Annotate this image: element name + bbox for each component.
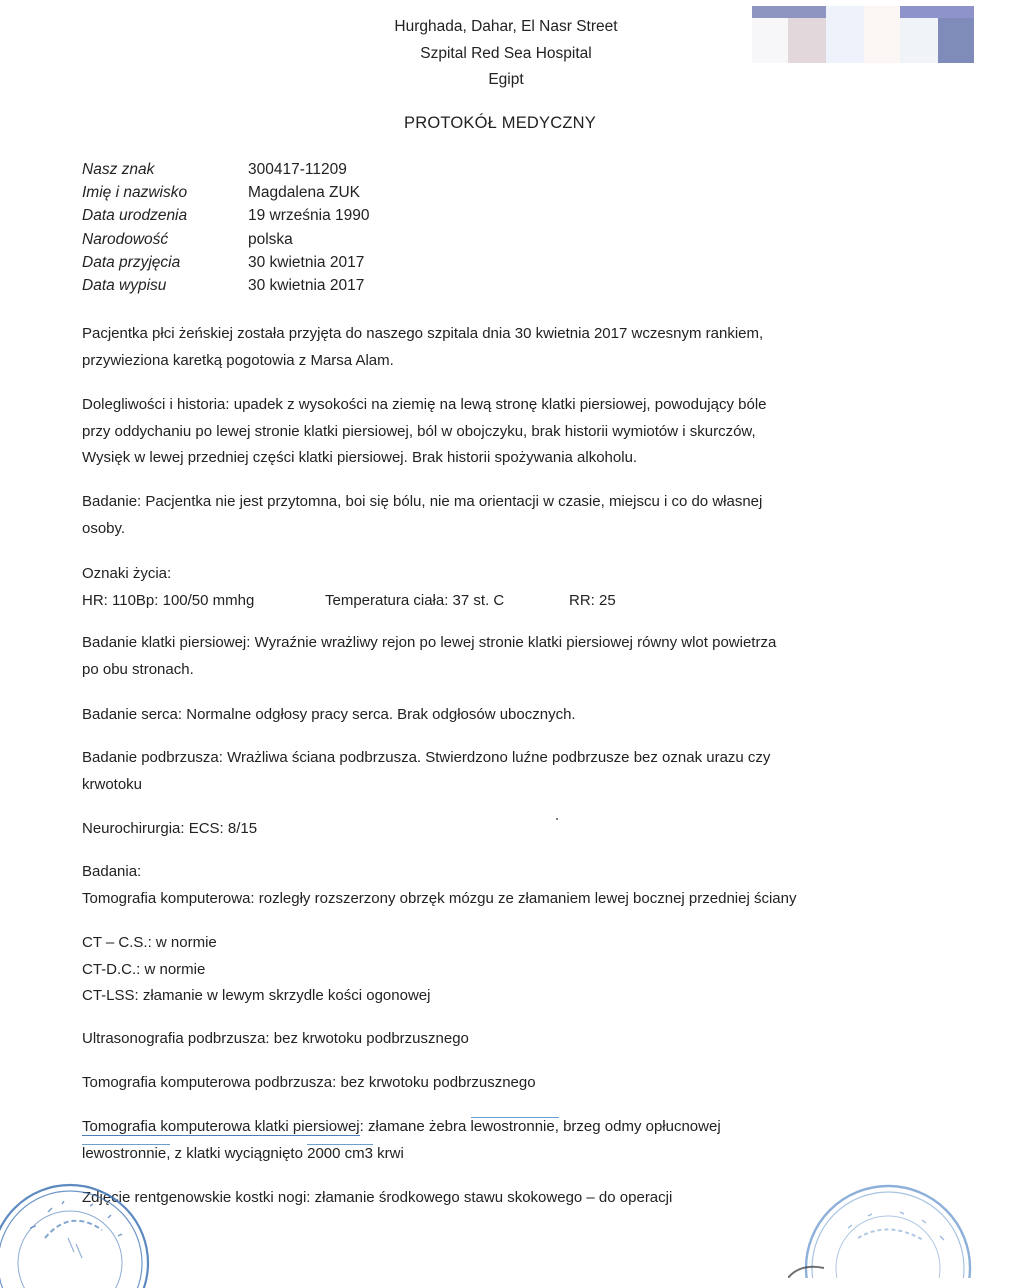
info-label: Nasz znak: [82, 161, 155, 178]
text-line: przywieziona karetką pogotowia z Marsa Alam.: [82, 351, 394, 369]
text-span: : złamane żebra: [359, 1118, 471, 1135]
vitals-section: [82, 561, 902, 614]
text-span: brzeg odmy opłucnowej: [558, 1118, 721, 1135]
admission-paragraph: [82, 321, 902, 374]
info-value: Magdalena ZUK: [248, 184, 361, 202]
test-xray: Zdjęcie rentgenowskie kostki nogi: złamanie środkowego stawu skokowego – do operacji: [82, 1189, 673, 1206]
marked-text: lewostronnie,: [82, 1144, 171, 1162]
text-line: Badanie: Pacjentka nie jest przytomna, boi się bólu, nie ma orientacji w czasie, miejscu i co do własnej: [82, 493, 763, 510]
info-row-name: [82, 181, 370, 204]
vital-rr: RR: 25: [569, 591, 616, 609]
test-ct-lss: CT-LSS: złamanie w lewym skrzydle kości ogonowej: [82, 987, 431, 1004]
underlined-text: Tomografia komputerowa klatki piersiowej: [82, 1118, 360, 1135]
text-line: Pacjentka płci żeńskiej została przyjęta do naszego szpitala dnia 30 kwietnia 2017 wczesnym rankiem,: [82, 325, 764, 342]
info-row-birthdate: [82, 204, 370, 227]
marked-text: 2000 cm3: [307, 1144, 373, 1162]
document-header: [0, 14, 1024, 94]
vitals-heading: Oznaki życia:: [82, 565, 172, 582]
tests-heading: Badania:: [82, 863, 142, 880]
info-value: 30 kwietnia 2017: [248, 253, 365, 271]
info-label: Narodowość: [82, 230, 169, 248]
text-line: po obu stronach.: [82, 660, 194, 678]
text-line: Wysięk w lewej przedniej części klatki piersiowej. Brak historii spożywania alkoholu.: [82, 449, 638, 466]
info-row-discharge-date: [82, 274, 370, 297]
info-value: 300417-11209: [248, 161, 347, 178]
hospital-country: Egipt: [488, 71, 524, 88]
abdomen-exam-paragraph: [82, 745, 902, 798]
test-ct-chest: [82, 1114, 942, 1167]
neuro-paragraph: Neurochirurgia: ECS: 8/15: [82, 820, 258, 837]
history-paragraph: [82, 392, 902, 472]
examination-paragraph: [82, 489, 902, 542]
info-row-admission-date: [82, 251, 370, 274]
vitals-row: [82, 588, 902, 615]
text-line: krwotoku: [82, 775, 143, 793]
vital-hr-bp: HR: 110Bp: 100/50 mmhg: [82, 591, 255, 609]
info-label: Imię i nazwisko: [82, 184, 188, 202]
text-span: krwi: [373, 1144, 404, 1162]
patient-info-table: [82, 158, 370, 297]
document-title: PROTOKÓŁ MEDYCZNY: [404, 114, 596, 132]
text-line: [82, 1141, 942, 1168]
heart-exam-paragraph: Badanie serca: Normalne odgłosy pracy serca. Brak odgłosów ubocznych.: [82, 706, 576, 723]
text-line: osoby.: [82, 519, 126, 537]
test-ct-abdomen: Tomografia komputerowa podbrzusza: bez krwotoku podbrzusznego: [82, 1074, 536, 1091]
text-line: Dolegliwości i historia: upadek z wysokości na ziemię na lewą stronę klatki piersiowej, powodujący bóle: [82, 396, 767, 413]
test-usg: Ultrasonografia podbrzusza: bez krwotoku podbrzusznego: [82, 1030, 469, 1047]
text-span: z klatki wyciągnięto: [170, 1144, 308, 1162]
test-ct-head: Tomografia komputerowa: rozległy rozszerzony obrzęk mózgu ze złamaniem lewej bocznej przedniej ściany: [82, 889, 797, 907]
text-line: Badanie klatki piersiowej: Wyraźnie wrażliwy rejon po lewej stronie klatki piersiowej równy wlot powietrza: [82, 634, 777, 651]
info-value: 19 września 1990: [248, 207, 370, 225]
tests-section: [82, 859, 922, 912]
info-row-reference: [82, 158, 370, 181]
info-value: 30 kwietnia 2017: [248, 277, 365, 295]
test-ct-cs: CT – C.S.: w normie: [82, 934, 217, 951]
info-value: polska: [248, 230, 293, 248]
text-line: [82, 1114, 942, 1141]
text-line: przy oddychaniu po lewej stronie klatki piersiowej, ból w obojczyku, brak historii wymiotów i skurczów,: [82, 422, 756, 440]
ct-results: [82, 930, 902, 1010]
info-label: Data urodzenia: [82, 207, 188, 225]
official-stamp-right: [788, 1168, 1024, 1278]
hospital-name: Szpital Red Sea Hospital: [420, 44, 592, 62]
test-ct-dc: CT-D.C.: w normie: [82, 960, 206, 978]
official-stamp-left: [0, 1168, 160, 1288]
marked-text: lewostronnie,: [470, 1118, 559, 1135]
text-line: Badanie podbrzusza: Wrażliwa ściana podbrzusza. Stwierdzono luźne podbrzusze bez oznak urazu czy: [82, 749, 771, 766]
info-label: Data przyjęcia: [82, 253, 181, 271]
vital-temperature: Temperatura ciała: 37 st. C: [325, 591, 505, 609]
chest-exam-paragraph: [82, 630, 902, 683]
hospital-address: Hurghada, Dahar, El Nasr Street: [394, 18, 618, 35]
info-row-nationality: [82, 228, 370, 251]
info-label: Data wypisu: [82, 277, 167, 295]
